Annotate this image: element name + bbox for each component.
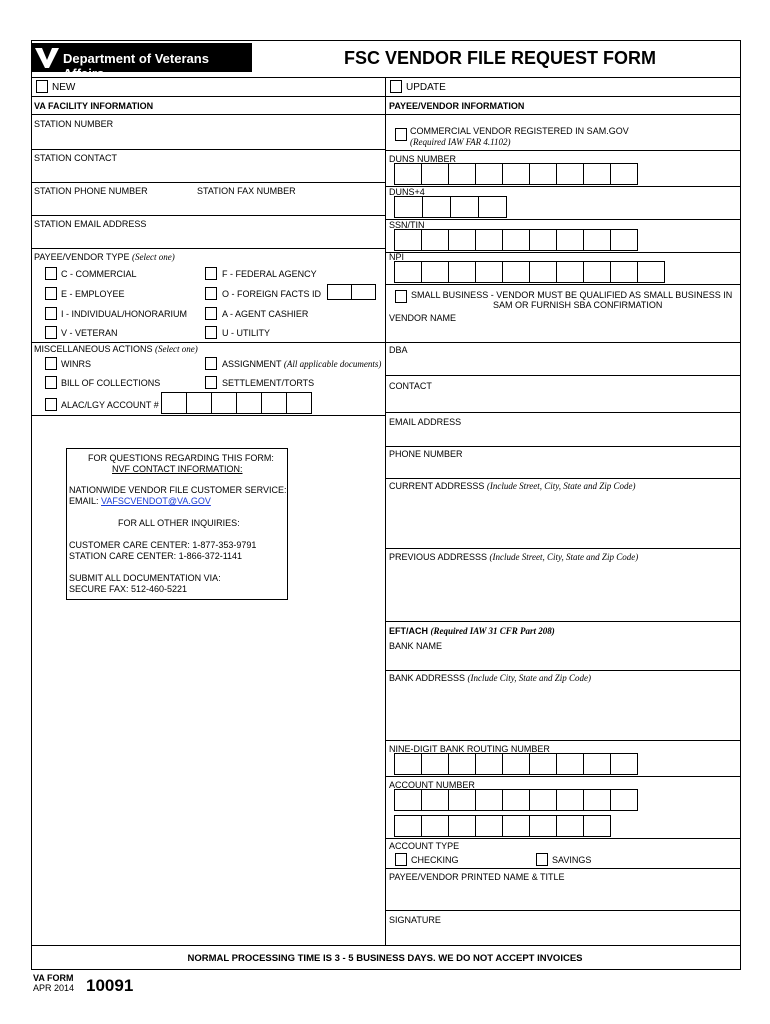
misc-bill-checkbox[interactable] — [45, 376, 57, 389]
type-individual-checkbox[interactable] — [45, 307, 57, 320]
divider — [31, 415, 385, 416]
station-email-label: STATION EMAIL ADDRESS — [34, 219, 147, 229]
routing-number-field[interactable] — [394, 753, 638, 775]
divider — [385, 670, 741, 671]
divider — [385, 186, 741, 187]
checking-label: CHECKING — [411, 855, 459, 865]
processing-notice: NORMAL PROCESSING TIME IS 3 - 5 BUSINESS DAYS. WE DO NOT ACCEPT INVOICES — [187, 953, 583, 964]
info-line: FOR ALL OTHER INQUIRIES: — [118, 518, 240, 528]
sam-registered-note: (Required IAW FAR 4.1102) — [410, 137, 511, 147]
type-commercial-checkbox[interactable] — [45, 267, 57, 280]
agency-name: Department of Veterans Affairs — [63, 51, 209, 81]
email-label: EMAIL ADDRESS — [389, 417, 462, 427]
update-checkbox[interactable] — [390, 80, 402, 93]
column-divider — [385, 77, 386, 945]
phone-label: PHONE NUMBER — [389, 449, 463, 459]
payee-info-title: PAYEE/VENDOR INFORMATION — [389, 101, 525, 111]
station-fax-label: STATION FAX NUMBER — [197, 186, 296, 196]
small-business-label-2: SAM OR FURNISH SBA CONFIRMATION — [493, 300, 663, 310]
station-number-label: STATION NUMBER — [34, 119, 114, 129]
signature-label: SIGNATURE — [389, 915, 441, 925]
divider — [31, 248, 385, 249]
divider — [385, 838, 741, 839]
type-veteran-checkbox[interactable] — [45, 326, 57, 339]
dba-label: DBA — [389, 345, 408, 355]
va-form-label: VA FORM — [33, 973, 74, 983]
misc-alac-checkbox[interactable] — [45, 398, 57, 411]
duns4-label: DUNS+4 — [389, 187, 425, 197]
station-phone-label: STATION PHONE NUMBER — [34, 186, 148, 196]
divider — [385, 252, 741, 253]
info-email-line: EMAIL: VAFSCVENDOT@VA.GOV — [69, 496, 211, 506]
savings-checkbox[interactable] — [536, 853, 548, 866]
previous-address-label: PREVIOUS ADDRESSS (Include Street, City, State and Zip Code) — [389, 552, 639, 562]
va-facility-title: VA FACILITY INFORMATION — [34, 101, 154, 111]
account-number-field-2[interactable] — [394, 815, 611, 837]
alac-account-field[interactable] — [161, 392, 312, 414]
eft-label: EFT/ACH (Required IAW 31 CFR Part 208) — [389, 626, 555, 636]
bank-address-label: BANK ADDRESSS (Include City, State and Zip Code) — [389, 673, 592, 683]
type-employee-checkbox[interactable] — [45, 287, 57, 300]
divider — [385, 548, 741, 549]
divider — [385, 621, 741, 622]
info-line: NVF CONTACT INFORMATION: — [112, 464, 243, 474]
checking-checkbox[interactable] — [395, 853, 407, 866]
info-line: FOR QUESTIONS REGARDING THIS FORM: — [88, 453, 274, 463]
misc-bill-label: BILL OF COLLECTIONS — [61, 378, 161, 388]
misc-assignment-label: ASSIGNMENT (All applicable documents) — [222, 359, 382, 369]
type-veteran-label: V - VETERAN — [61, 328, 118, 338]
new-label: NEW — [52, 82, 76, 93]
type-individual-label: I - INDIVIDUAL/HONORARIUM — [61, 309, 188, 319]
form-title: FSC VENDOR FILE REQUEST FORM — [344, 48, 657, 68]
info-line: SUBMIT ALL DOCUMENTATION VIA: — [69, 573, 221, 583]
misc-alac-label: ALAC/LGY ACCOUNT # — [61, 400, 159, 410]
info-line: NATIONWIDE VENDOR FILE CUSTOMER SERVICE: — [69, 485, 287, 495]
misc-winrs-checkbox[interactable] — [45, 357, 57, 370]
type-utility-label: U - UTILITY — [222, 328, 271, 338]
sam-registered-label: COMMERCIAL VENDOR REGISTERED IN SAM.GOV — [410, 126, 629, 136]
divider — [385, 375, 741, 376]
facts-id-field[interactable] — [327, 284, 376, 300]
sam-registered-checkbox[interactable] — [395, 128, 407, 141]
misc-settlement-label: SETTLEMENT/TORTS — [222, 378, 315, 388]
divider — [385, 910, 741, 911]
misc-winrs-label: WINRS — [61, 359, 91, 369]
divider — [385, 446, 741, 447]
type-federal-label: F - FEDERAL AGENCY — [222, 269, 317, 279]
divider — [385, 219, 741, 220]
divider — [31, 215, 385, 216]
divider — [385, 342, 741, 343]
new-checkbox[interactable] — [36, 80, 48, 93]
va-seal-icon — [33, 44, 61, 71]
routing-label: NINE-DIGIT BANK ROUTING NUMBER — [389, 744, 550, 754]
type-employee-label: E - EMPLOYEE — [61, 289, 125, 299]
form-date: APR 2014 — [33, 983, 75, 993]
update-label: UPDATE — [406, 82, 446, 93]
divider — [31, 77, 741, 78]
savings-label: SAVINGS — [552, 855, 592, 865]
divider — [31, 114, 741, 115]
info-line: CUSTOMER CARE CENTER: 1-877-353-9791 — [69, 540, 257, 550]
duns-label: DUNS NUMBER — [389, 154, 457, 164]
divider — [385, 284, 741, 285]
npi-label: NPI — [389, 252, 405, 262]
type-utility-checkbox[interactable] — [205, 326, 217, 339]
divider — [31, 342, 385, 343]
form-number: 10091 — [86, 976, 134, 995]
info-line: STATION CARE CENTER: 1-866-372-1141 — [69, 551, 243, 561]
printed-name-label: PAYEE/VENDOR PRINTED NAME & TITLE — [389, 872, 565, 882]
divider — [385, 740, 741, 741]
divider — [385, 150, 741, 151]
type-foreign-label: O - FOREIGN FACTS ID — [222, 289, 322, 299]
small-business-label: SMALL BUSINESS - VENDOR MUST BE QUALIFIED AS SMALL BUSINESS IN — [411, 290, 733, 300]
divider — [385, 478, 741, 479]
type-agent-label: A - AGENT CASHIER — [222, 309, 309, 319]
ssn-field[interactable] — [394, 229, 638, 251]
account-type-label: ACCOUNT TYPE — [389, 841, 460, 851]
small-business-checkbox[interactable] — [395, 290, 407, 303]
duns4-field[interactable] — [394, 196, 507, 218]
account-number-label: ACCOUNT NUMBER — [389, 780, 475, 790]
duns-field[interactable] — [394, 163, 638, 185]
payee-type-label: PAYEE/VENDOR TYPE (Select one) — [34, 252, 175, 262]
divider — [31, 96, 741, 97]
divider — [31, 149, 385, 150]
bank-name-label: BANK NAME — [389, 641, 443, 651]
misc-actions-label: MISCELLANEOUS ACTIONS (Select one) — [34, 344, 198, 354]
va-logo-bar — [31, 43, 252, 81]
divider — [385, 776, 741, 777]
current-address-label: CURRENT ADDRESSS (Include Street, City, State and Zip Code) — [389, 481, 636, 491]
info-line: SECURE FAX: 512-460-5221 — [69, 584, 188, 594]
misc-assignment-checkbox[interactable] — [205, 357, 217, 370]
contact-info-box — [66, 448, 288, 600]
type-foreign-checkbox[interactable] — [205, 287, 217, 300]
station-contact-label: STATION CONTACT — [34, 153, 117, 163]
divider — [31, 182, 385, 183]
npi-field[interactable] — [394, 261, 665, 283]
contact-label: CONTACT — [389, 381, 432, 391]
type-federal-checkbox[interactable] — [205, 267, 217, 280]
type-agent-checkbox[interactable] — [205, 307, 217, 320]
misc-settlement-checkbox[interactable] — [205, 376, 217, 389]
type-commercial-label: C - COMMERCIAL — [61, 269, 137, 279]
account-number-field-1[interactable] — [394, 789, 638, 811]
vendor-email-link[interactable]: VAFSCVENDOT@VA.GOV — [101, 496, 211, 506]
divider — [385, 868, 741, 869]
ssn-label: SSN/TIN — [389, 220, 425, 230]
divider — [385, 412, 741, 413]
divider — [31, 945, 741, 946]
vendor-name-label: VENDOR NAME — [389, 313, 457, 323]
